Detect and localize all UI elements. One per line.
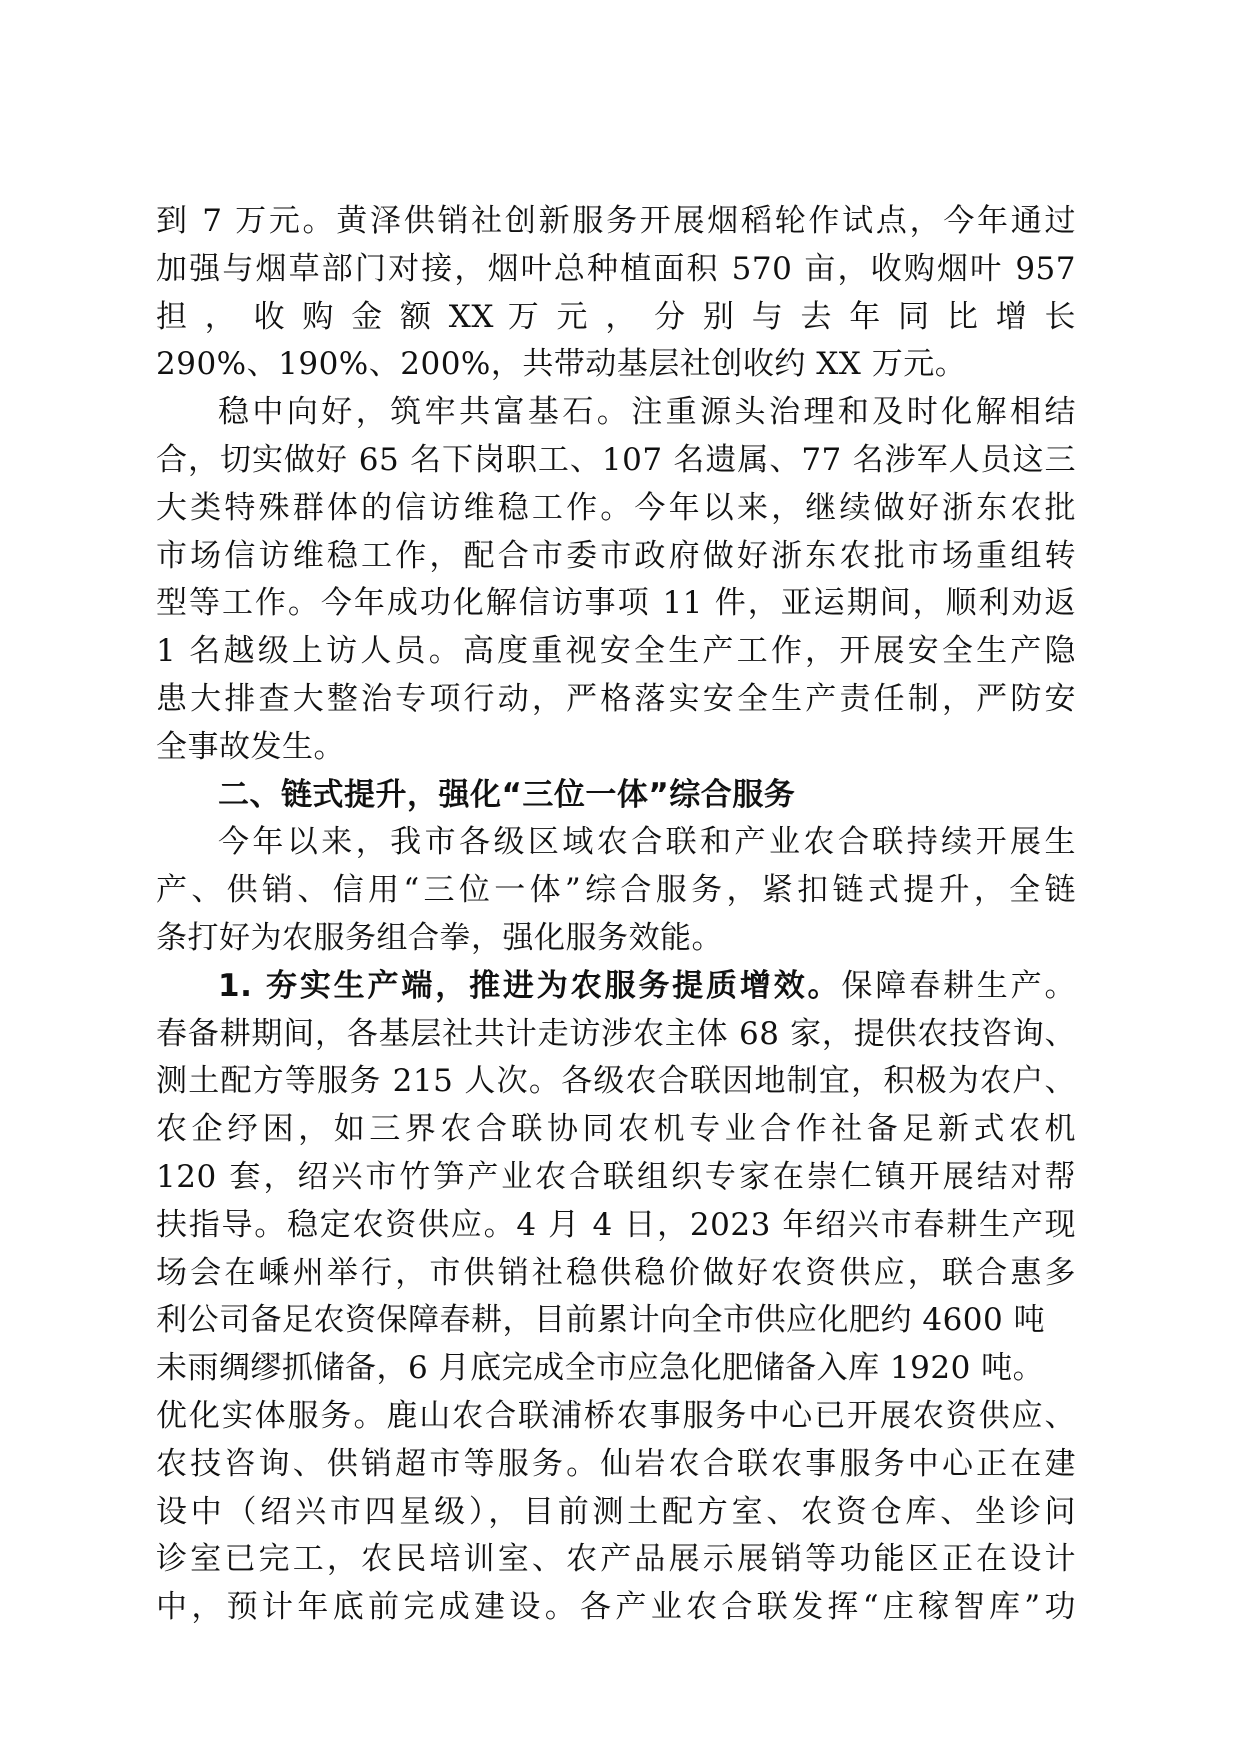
paragraph-stability bbox=[156, 389, 1076, 771]
text-line: 产、供销、信用“三位一体”综合服务，紧扣链式提升，全链 bbox=[156, 872, 1076, 909]
text-line: 中，预计年底前完成建设。各产业农合联发挥“庄稼智库”功 bbox=[156, 1589, 1076, 1626]
text-line: 设中（绍兴市四星级），目前测土配方室、农资仓库、坐诊问 bbox=[156, 1493, 1076, 1530]
text-line: 患大排查大整治专项行动，严格落实安全生产责任制，严防安 bbox=[156, 680, 1076, 717]
lead-continuation: 保障春耕生产。 bbox=[841, 967, 1076, 1004]
text-line: 场会在嵊州举行，市供销社稳供稳价做好农资供应，联合惠多 bbox=[156, 1254, 1076, 1291]
text-line: 1 名越级上访人员。高度重视安全生产工作，开展安全生产隐 bbox=[156, 633, 1076, 670]
text-line: 利公司备足农资保障春耕，目前累计向全市供应化肥约 4600 吨 bbox=[156, 1302, 1046, 1339]
text-line: 农技咨询、供销超市等服务。仙岩农合联农事服务中心正在建 bbox=[156, 1445, 1076, 1482]
paragraph-lead-heading: 1. 夯实生产端，推进为农服务提质增效。 bbox=[218, 967, 842, 1004]
paragraph-tobacco-rotation bbox=[156, 198, 1076, 389]
text-line: 农企纾困，如三界农合联协同农机专业合作社备足新式农机 bbox=[156, 1111, 1076, 1148]
text-line: 未雨绸缪抓储备，6 月底完成全市应急化肥储备入库 1920 吨。 bbox=[156, 1350, 1045, 1387]
text-line: 扶指导。稳定农资供应。4 月 4 日，2023 年绍兴市春耕生产现 bbox=[156, 1206, 1076, 1243]
text-line: 大类特殊群体的信访维稳工作。今年以来，继续做好浙东农批 bbox=[156, 489, 1076, 526]
text-line: 担 ， 收 购 金 额 XX 万 元 ， 分 别 与 去 年 同 比 增 长 bbox=[156, 298, 1076, 335]
paragraph-section-intro bbox=[156, 819, 1076, 962]
text-line: 到 7 万元。黄泽供销社创新服务开展烟稻轮作试点，今年通过 bbox=[156, 203, 1076, 239]
paragraph-production-services bbox=[156, 963, 1076, 1632]
text-line: 今年以来，我市各级区域农合联和产业农合联持续开展生 bbox=[218, 824, 1076, 861]
text-line: 290%、190%、200%，共带动基层社创收约 XX 万元。 bbox=[156, 346, 967, 383]
document-body bbox=[156, 198, 1076, 1632]
text-line: 全事故发生。 bbox=[156, 728, 345, 765]
text-line: 优化实体服务。鹿山农合联浦桥农事服务中心已开展农资供应、 bbox=[156, 1397, 1076, 1434]
text-line-with-lead bbox=[156, 963, 1076, 1011]
section-heading: 二、链式提升，强化“三位一体”综合服务 bbox=[218, 776, 796, 813]
text-line: 市场信访维稳工作，配合市委市政府做好浙东农批市场重组转 bbox=[156, 537, 1076, 574]
text-line: 120 套，绍兴市竹笋产业农合联组织专家在崇仁镇开展结对帮 bbox=[156, 1158, 1076, 1195]
text-line: 合，切实做好 65 名下岗职工、107 名遗属、77 名涉军人员这三 bbox=[156, 441, 1076, 478]
text-line: 测土配方等服务 215 人次。各级农合联因地制宜，积极为农户、 bbox=[156, 1063, 1076, 1100]
text-line: 型等工作。今年成功化解信访事项 11 件，亚运期间，顺利劝返 bbox=[156, 585, 1076, 622]
text-line: 诊室已完工，农民培训室、农产品展示展销等功能区正在设计 bbox=[156, 1541, 1076, 1578]
text-line: 稳中向好，筑牢共富基石。注重源头治理和及时化解相结 bbox=[218, 394, 1076, 431]
text-line: 条打好为农服务组合拳，强化服务效能。 bbox=[156, 919, 723, 956]
text-line: 加强与烟草部门对接，烟叶总种植面积 570 亩，收购烟叶 957 bbox=[156, 250, 1076, 287]
text-line: 春备耕期间，各基层社共计走访涉农主体 68 家，提供农技咨询、 bbox=[156, 1015, 1076, 1052]
